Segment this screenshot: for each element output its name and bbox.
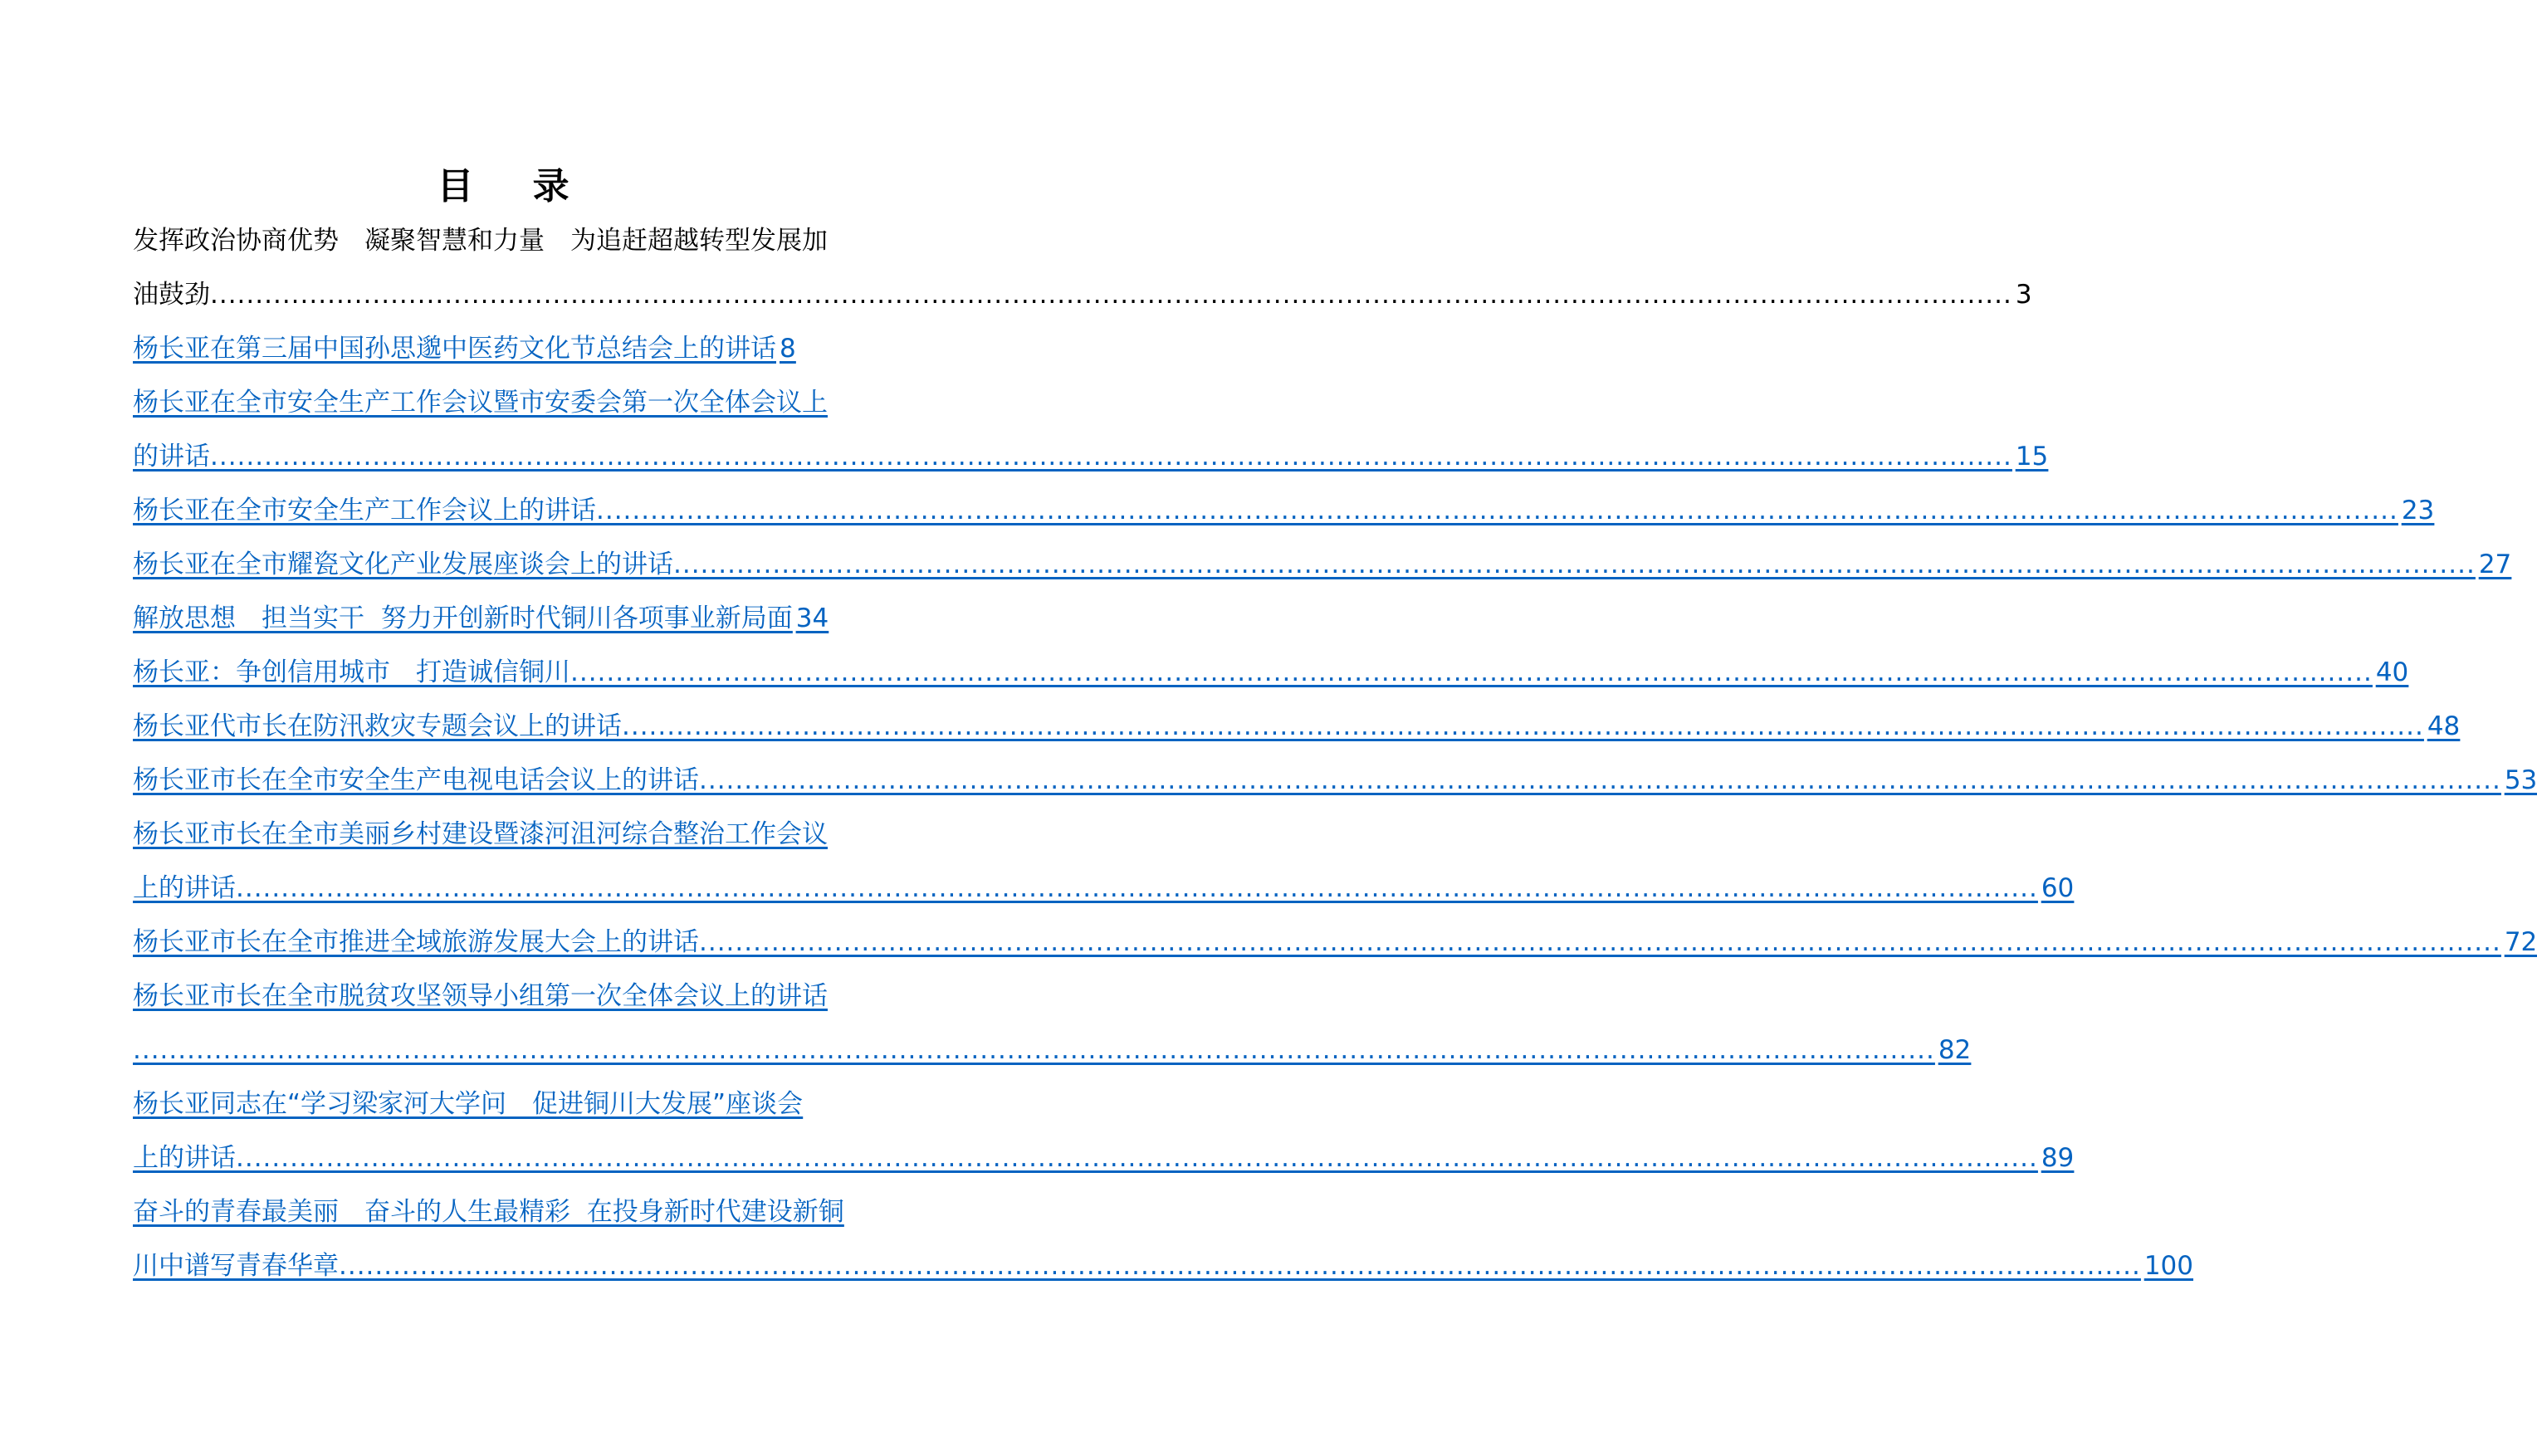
toc-page-number: 34 xyxy=(795,603,829,633)
toc-entry-title: 杨长亚在全市安全生产工作会议上的讲话 xyxy=(133,496,596,525)
toc-entry-title: 杨长亚：争创信用城市 打造诚信铜川 xyxy=(133,657,570,687)
toc-leader-dots: ........................................................................................................................................................................................................ xyxy=(339,1251,2141,1281)
toc-entry-title: 杨长亚市长在全市推进全域旅游发展大会上的讲话 xyxy=(133,927,699,957)
toc-entry-last-line[interactable] xyxy=(133,916,2537,970)
toc-entry-title: 杨长亚在全市耀瓷文化产业发展座谈会上的讲话 xyxy=(133,550,673,579)
toc-page-number: 48 xyxy=(2427,711,2461,741)
toc-entry-line xyxy=(133,214,905,268)
toc-leader-dots: ........................................................................................................................................................................................................ xyxy=(133,1035,1935,1065)
toc-page-number: 60 xyxy=(2041,873,2075,903)
toc-page-number: 100 xyxy=(2143,1251,2193,1281)
table-of-contents xyxy=(133,214,2537,1293)
toc-entry-last-line[interactable] xyxy=(133,484,2435,538)
toc-entry-line[interactable] xyxy=(133,970,905,1024)
toc-entry-title: 发挥政治协商优势 凝聚智慧和力量 为追赶超越转型发展加 xyxy=(133,226,828,256)
toc-entry-last-line[interactable] xyxy=(133,754,2537,808)
toc-leader-dots: ........................................................................................................................................................................................................ xyxy=(699,765,2501,795)
page-title: 目 录 xyxy=(437,165,593,208)
toc-entry-line[interactable] xyxy=(133,1185,905,1239)
toc-leader-dots: ........................................................................................................................................................................................................ xyxy=(210,442,2012,471)
toc-page-number: 23 xyxy=(2401,496,2435,525)
toc-entry-title: 杨长亚市长在全市安全生产电视电话会议上的讲话 xyxy=(133,765,699,795)
toc-leader-dots: ........................................................................................................................................................................................................ xyxy=(622,711,2424,741)
toc-entry-title: 杨长亚市长在全市脱贫攻坚领导小组第一次全体会议上的讲话 xyxy=(133,981,828,1011)
toc-page-number: 72 xyxy=(2504,927,2537,957)
toc-entry-title: 杨长亚代市长在防汛救灾专题会议上的讲话 xyxy=(133,711,622,741)
toc-entry-last-line[interactable] xyxy=(133,538,2512,592)
toc-leader-dots: ........................................................................................................................................................................................................ xyxy=(699,927,2501,957)
toc-entry-title: 解放思想 担当实干 努力开创新时代铜川各项事业新局面 xyxy=(133,603,793,633)
toc-entry-title: 杨长亚在第三届中国孙思邈中医药文化节总结会上的讲话 xyxy=(133,334,776,364)
toc-entry-last-line[interactable] xyxy=(133,646,2409,700)
toc-entry-title: 川中谱写青春华章 xyxy=(133,1251,339,1281)
toc-entry-title: 的讲话 xyxy=(133,442,210,471)
toc-entry-last-line[interactable] xyxy=(133,862,2075,916)
toc-page-number: 53 xyxy=(2504,765,2537,795)
toc-leader-dots: ........................................................................................................................................................................................................ xyxy=(236,1143,2038,1173)
toc-page-number: 27 xyxy=(2478,550,2512,579)
toc-page-number: 40 xyxy=(2375,657,2409,687)
toc-entry-title: 奋斗的青春最美丽 奋斗的人生最精彩 在投身新时代建设新铜 xyxy=(133,1197,844,1227)
toc-entry-title: 杨长亚同志在“学习梁家河大学问 促进铜川大发展”座谈会 xyxy=(133,1089,804,1119)
toc-leader-dots: ........................................................................................................................................................................................................ xyxy=(236,873,2038,903)
toc-page-number: 82 xyxy=(1938,1035,1972,1065)
toc-entry-title: 上的讲话 xyxy=(133,1143,236,1173)
toc-entry-title: 油鼓劲 xyxy=(133,280,210,310)
toc-entry-last-line xyxy=(133,268,2032,322)
toc-leader-dots: ........................................................................................................................................................................................................ xyxy=(673,550,2476,579)
toc-page-number: 89 xyxy=(2041,1143,2075,1173)
toc-leader-dots: ........................................................................................................................................................................................................ xyxy=(570,657,2373,687)
toc-entry-last-line[interactable] xyxy=(133,1131,2075,1185)
toc-entry-last-line[interactable] xyxy=(133,1239,2193,1293)
toc-page-number: 3 xyxy=(2015,280,2032,310)
toc-entry-last-line[interactable] xyxy=(133,592,905,646)
toc-leader-dots: ........................................................................................................................................................................................................ xyxy=(210,280,2012,310)
toc-page-number: 8 xyxy=(780,334,796,364)
toc-entry-line[interactable] xyxy=(133,1077,905,1131)
toc-entry-title: 杨长亚在全市安全生产工作会议暨市安委会第一次全体会议上 xyxy=(133,388,828,418)
toc-entry-last-line[interactable] xyxy=(133,700,2461,754)
toc-entry-last-line[interactable] xyxy=(133,322,905,376)
toc-entry-line[interactable] xyxy=(133,808,905,862)
toc-page-number: 15 xyxy=(2015,442,2049,471)
toc-entry-title: 上的讲话 xyxy=(133,873,236,903)
toc-entry-title: 杨长亚市长在全市美丽乡村建设暨漆河沮河综合整治工作会议 xyxy=(133,819,828,849)
toc-entry-last-line[interactable] xyxy=(133,1024,1972,1077)
toc-entry-line[interactable] xyxy=(133,376,905,430)
toc-leader-dots: ........................................................................................................................................................................................................ xyxy=(596,496,2398,525)
toc-entry-last-line[interactable] xyxy=(133,430,2049,484)
